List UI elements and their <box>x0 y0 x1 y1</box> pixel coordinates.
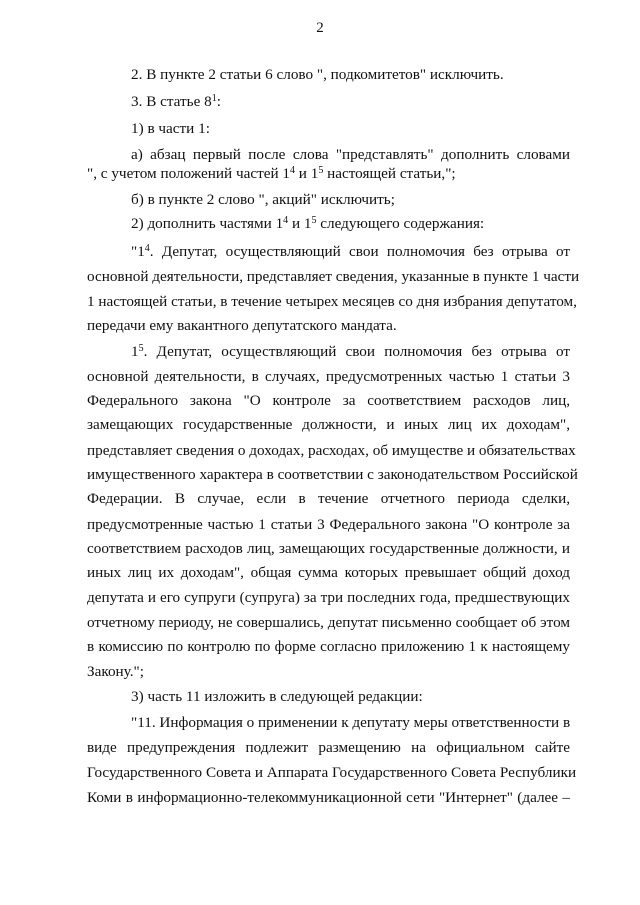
text-line: Федерации. В случае, если в течение отчетного периода сделки, <box>87 490 570 507</box>
text-line: а) абзац первый после слова "представлять" дополнить словами <box>131 146 570 163</box>
text-line: Закону."; <box>87 663 144 680</box>
text-line: представляет сведения о доходах, расходах, об имуществе и обязательствах <box>87 442 576 459</box>
text-line: основной деятельности, в случаях, предусмотренных частью 1 статьи 3 <box>87 368 570 385</box>
text-line: 2. В пункте 2 статьи 6 слово ", подкомитетов" исключить. <box>131 66 504 83</box>
text-line: $1^5$. Депутат, осуществляющий свои полномочия без отрыва от <box>131 343 570 360</box>
text-line: замещающих государственные должности, и иных лиц их доходам", <box>87 416 570 433</box>
text-line: виде предупреждения подлежит размещению на официальном сайте <box>87 739 570 756</box>
text-line: 2) дополнить частями $1^4$ и $1^5$ следующего содержания: <box>131 215 485 232</box>
text-line: иных лиц их доходам", общая сумма которых превышает общий доход <box>87 564 570 581</box>
text-line: 1) в части 1: <box>131 120 210 137</box>
text-line: соответствием расходов лиц, замещающих государственные должности, и <box>87 540 570 557</box>
text-line: отчетному периоду, не совершались, депутат письменно сообщает об этом <box>87 614 570 631</box>
text-line: "$1^4$. Депутат, осуществляющий свои полномочия без отрыва от <box>131 243 570 260</box>
text-line: 1 настоящей статьи, в течение четырех месяцев со дня избрания депутатом, <box>87 293 577 310</box>
text-line: 3) часть 11 изложить в следующей редакции: <box>131 688 423 705</box>
text-line: предусмотренные частью 1 статьи 3 Федерального закона "О контроле за <box>87 516 570 533</box>
text-line: основной деятельности, представляет сведения, указанные в пункте 1 части <box>87 268 580 285</box>
text-line: имущественного характера в соответствии с законодательством Российской <box>87 466 578 483</box>
text-line: в комиссию по контролю по форме согласно приложению 1 к настоящему <box>87 638 570 655</box>
text-line: депутата и его супруги (супруга) за три последних года, предшествующих <box>87 589 570 606</box>
text-line: 3. В статье $8^1$: <box>131 93 221 110</box>
text-line: Государственного Совета и Аппарата Государственного Совета Республики <box>87 764 577 781</box>
text-line: Коми в информационно-телекоммуникационной сети "Интернет" (далее – <box>87 789 570 806</box>
text-line: б) в пункте 2 слово ", акций" исключить; <box>131 191 395 208</box>
text-line: передачи ему вакантного депутатского мандата. <box>87 317 397 334</box>
page-number: 2 <box>316 20 324 36</box>
text-line: "11. Информация о применении к депутату меры ответственности в <box>131 714 571 731</box>
text-line: ", с учетом положений частей $1^4$ и $1^5$ настоящей статьи,"; <box>87 165 456 182</box>
text-line: Федерального закона "О контроле за соответствием расходов лиц, <box>87 392 570 409</box>
